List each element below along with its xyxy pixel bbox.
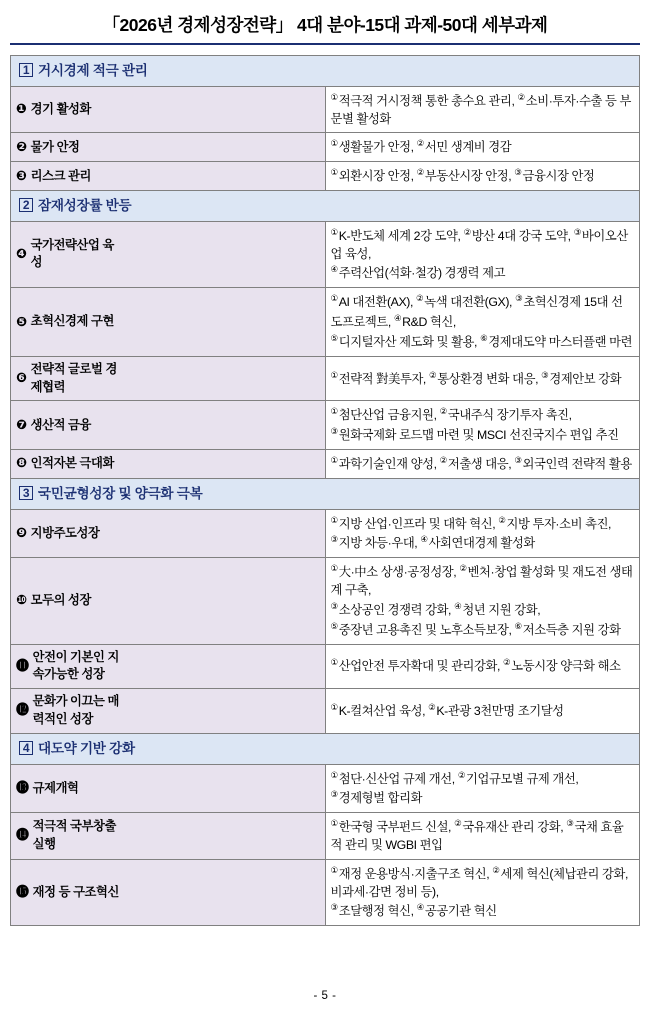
subtask-text: 외국인력 전략적 활용 [522,457,632,471]
subtask-line [331,817,635,855]
subtask-text: 서민 생계비 경감 [424,140,512,155]
subtask-text: 지방 차등·우대, [338,536,418,551]
section-heading-text: 국민균형성장 및 양극화 극복 [38,485,203,501]
task-area-label: 모두의 성장 [30,593,92,608]
subtask-text: 바이오산업 육성, [330,228,628,261]
strategy-matrix-table [10,55,640,926]
task-area-label: 인적자본 극대화 [30,456,114,471]
subtask-text: 소비·투자·수출 등 부문별 활성화 [330,93,632,126]
subtask-line [331,91,635,129]
subtask-index: ② [439,455,448,465]
subtask-index: ② [492,864,500,875]
subtask-cell [325,401,640,450]
subtask-index: ④ [420,534,429,545]
subtask-cell [325,764,640,813]
table-row [11,764,640,813]
subtask-text: 공공기관 혁신 [424,904,497,919]
subtask-text: 조달행정 혁신, [338,904,414,919]
subtask-text: 벤처·창업 활성화 및 재도전 생태계 구축, [330,565,633,598]
subtask-cell [325,644,640,689]
subtask-text: 청년 지원 강화, [462,602,541,617]
task-area-cell [11,450,326,479]
subtask-cell [325,509,640,558]
table-row [11,221,640,287]
subtask-index: ② [498,514,506,525]
task-area-label: 재정 등 구조혁신 [32,884,119,899]
task-area-label: 적극적 국부창출 실행 [32,819,116,851]
task-area-cell [11,509,326,558]
subtask-line [331,701,635,721]
subtask-index: ③ [514,455,523,465]
task-number-marker: ⓫ [16,657,29,673]
table-row [11,356,640,401]
subtask-line [331,405,635,425]
task-area-cell [11,644,326,689]
table-row [11,133,640,162]
subtask-text: 주력산업(석화·철강) 경쟁력 제고 [338,266,506,281]
task-area-cell [11,86,326,133]
table-row [11,644,640,689]
subtask-text: 경제안보 강화 [549,371,622,386]
subtask-index: ③ [515,293,523,304]
subtask-index: ② [416,138,425,149]
subtask-cell [325,356,640,401]
subtask-text: 초혁신경제 15대 선도프로젝트, [330,295,623,330]
subtask-index: ④ [330,264,339,275]
subtask-text: 적극적 거시정책 통한 총수요 관리, [338,93,515,108]
section-heading [11,733,640,764]
subtask-line [331,369,635,389]
subtask-text: 외환시장 안정, [338,169,414,184]
subtask-text: 디지털자산 제도화 및 활용, [338,334,478,349]
subtask-index: ③ [541,369,549,380]
subtask-cell [325,558,640,644]
subtask-line [331,454,635,474]
subtask-index: ⑤ [330,620,339,631]
section-header-row [11,733,640,764]
section-number-badge: 2 [19,198,33,212]
subtask-text: 국유재산 관리 강화, [462,820,564,835]
subtask-index: ① [330,226,339,237]
subtask-index: ① [330,563,339,574]
subtask-text: 경제형벌 합리화 [338,791,423,806]
subtask-cell [325,859,640,925]
subtask-text: 중장년 고용촉진 및 노후소득보장, [338,622,512,637]
subtask-index: ② [459,563,468,574]
subtask-text: 녹색 대전환(GX), [424,295,513,310]
subtask-index: ② [463,226,472,237]
subtask-index: ⑥ [480,332,488,343]
task-number-marker: ⓮ [16,827,29,843]
subtask-index: ② [428,369,437,380]
task-number-marker: ❷ [16,138,27,154]
subtask-index: ③ [330,426,339,437]
table-row [11,558,640,644]
subtask-index: ④ [416,902,425,913]
subtask-index: ③ [330,534,339,545]
task-area-label: 전략적 글로벌 경제협력 [30,361,117,394]
section-heading-text: 잠재성장률 반등 [38,198,132,214]
section-number-badge: 1 [19,63,33,77]
subtask-index: ① [330,138,339,149]
task-area-label: 리스크 관리 [30,168,92,183]
subtask-text: 지방 산업·인프라 및 대학 혁신, [338,516,496,531]
subtask-line [331,562,635,600]
subtask-text: K-반도체 세계 2강 도약, [338,228,461,243]
section-number-badge: 3 [19,486,33,500]
task-area-cell [11,401,326,450]
subtask-text: 기업규모별 규제 개선, [466,771,579,786]
subtask-text: 소상공인 경쟁력 강화, [338,602,452,617]
table-row [11,813,640,860]
section-heading [11,191,640,222]
subtask-text: 大·中소 상생·공정성장, [338,565,457,580]
table-row [11,450,640,479]
task-number-marker: ❹ [16,245,27,261]
subtask-index: ② [517,91,526,102]
subtask-index: ① [330,769,339,780]
task-number-marker: ❶ [16,101,27,117]
subtask-text: 부동산시장 안정, [424,169,512,184]
table-row [11,401,640,450]
subtask-text: 세제 혁신(체납관리 강화, 비과세·감면 정비 등), [330,866,629,899]
subtask-cell [325,813,640,860]
table-row [11,859,640,925]
task-area-cell [11,859,326,925]
subtask-index: ⑥ [514,620,523,631]
task-number-marker: ❸ [16,167,27,183]
table-row [11,86,640,133]
subtask-text: 방산 4대 강국 도약, [471,228,571,243]
subtask-cell [325,288,640,356]
subtask-index: ① [330,293,339,304]
subtask-text: 지방 투자·소비 촉진, [506,516,612,531]
task-area-label: 물가 안정 [30,139,80,154]
subtask-index: ① [330,818,339,829]
subtask-line [331,769,635,789]
subtask-text: AI 대전환(AX), [338,295,414,310]
subtask-index: ③ [573,226,582,237]
task-area-label: 생산적 금융 [30,417,92,432]
subtask-text: 국채 효율적 관리 및 WGBI 편입 [330,820,624,852]
subtask-line [331,600,635,620]
task-area-cell [11,162,326,191]
task-number-marker: ❿ [16,592,27,608]
subtask-line [331,292,635,332]
subtask-text: 통상환경 변화 대응, [437,371,539,386]
subtask-text: R&D 혁신, [402,315,456,330]
subtask-index: ① [330,406,339,417]
task-number-marker: ⓭ [16,779,29,795]
table-row [11,162,640,191]
task-area-label: 경기 활성화 [30,101,92,116]
section-header-row [11,56,640,87]
task-area-label: 안전이 기본인 지속가능한 성장 [32,649,119,682]
subtask-index: ① [330,702,339,713]
subtask-text: 사회연대경제 활성화 [428,536,535,551]
subtask-index: ② [416,293,424,304]
subtask-line [331,864,635,902]
subtask-text: 재정 운용방식·지출구조 혁신, [338,866,490,881]
task-number-marker: ⓯ [16,884,29,900]
subtask-cell [325,86,640,133]
subtask-index: ② [503,657,511,668]
subtask-line [331,425,635,445]
section-number-badge: 4 [19,741,33,755]
subtask-text: 과학기술인재 양성, [338,457,437,471]
task-area-cell [11,813,326,860]
subtask-text: 첨단·신산업 규제 개선, [338,771,455,786]
task-number-marker: ❺ [16,313,27,329]
subtask-text: K-컬쳐산업 육성, [338,704,426,719]
subtask-line [331,533,635,553]
subtask-line [331,514,635,534]
subtask-index: ② [457,769,466,780]
subtask-index: ① [330,864,339,875]
subtask-index: ⑤ [330,332,339,343]
subtask-index: ① [330,91,339,102]
task-area-label: 규제개혁 [32,780,79,795]
subtask-text: 전략적 對美투자, [338,371,426,386]
section-heading-text: 대도약 기반 강화 [38,740,135,756]
subtask-text: 생활물가 안정, [338,140,414,155]
subtask-text: 첨단산업 금융지원, [338,408,437,423]
subtask-line [331,137,635,157]
task-area-cell [11,558,326,644]
subtask-text: 저출생 대응, [447,457,512,471]
subtask-index: ③ [330,600,339,611]
table-row [11,509,640,558]
subtask-line [331,656,635,676]
subtask-text: 산업안전 투자확대 및 관리강화, [338,659,501,674]
subtask-index: ④ [454,600,462,611]
page-number: - 5 - [313,990,337,1002]
subtask-index: ① [330,369,339,380]
subtask-line [331,263,635,283]
task-area-label: 지방주도성장 [30,525,100,540]
subtask-index: ③ [330,902,339,913]
task-area-label: 초혁신경제 구현 [30,314,114,329]
table-row [11,689,640,734]
task-number-marker: ⓬ [16,702,29,718]
subtask-text: 금융시장 안정 [522,169,595,184]
subtask-text: 원화국제화 로드맵 마련 및 MSCI 선진국지수 편입 추진 [338,428,619,443]
subtask-text: 저소득층 지원 강화 [522,622,621,637]
task-area-cell [11,221,326,287]
subtask-index: ③ [514,167,523,178]
subtask-line [331,332,635,352]
task-number-marker: ❼ [16,416,27,432]
subtask-index: ① [330,455,339,465]
subtask-text: 한국형 국부펀드 신설, [338,820,452,835]
subtask-line [331,166,635,186]
subtask-text: K-관광 3천만명 조기달성 [436,704,564,719]
subtask-index: ① [330,657,339,668]
subtask-cell [325,221,640,287]
subtask-line [331,901,635,921]
subtask-line [331,226,635,264]
subtask-index: ① [330,514,339,525]
subtask-index: ③ [566,818,574,829]
task-area-cell [11,133,326,162]
task-number-marker: ❻ [16,369,27,385]
task-number-marker: ❽ [16,455,27,471]
subtask-line [331,620,635,640]
section-heading [11,56,640,87]
task-area-cell [11,356,326,401]
task-area-cell [11,689,326,734]
subtask-cell [325,450,640,479]
subtask-text: 노동시장 양극화 해소 [511,659,621,674]
page-title: 「2026년 경제성장전략」 4대 분야-15대 과제-50대 세부과제 [10,8,640,45]
subtask-text: 국내주식 장기투자 촉진, [447,408,572,423]
task-area-label: 국가전략산업 육성 [30,237,114,270]
subtask-cell [325,162,640,191]
subtask-index: ④ [393,313,402,324]
subtask-index: ② [454,818,462,829]
task-area-label: 문화가 이끄는 매력적인 성장 [32,694,119,726]
task-area-cell [11,288,326,356]
table-row [11,288,640,356]
subtask-index: ② [439,406,448,417]
task-area-cell [11,764,326,813]
subtask-index: ① [330,167,339,178]
task-number-marker: ❾ [16,524,27,540]
subtask-index: ② [428,702,436,713]
subtask-cell [325,689,640,734]
section-heading-text: 거시경제 적극 관리 [38,63,148,78]
subtask-index: ③ [330,789,339,800]
subtask-line [331,788,635,808]
section-heading [11,478,640,509]
subtask-text: 경제대도약 마스터플랜 마련 [488,334,633,349]
subtask-cell [325,133,640,162]
section-header-row [11,191,640,222]
section-header-row [11,478,640,509]
subtask-index: ② [416,167,425,178]
